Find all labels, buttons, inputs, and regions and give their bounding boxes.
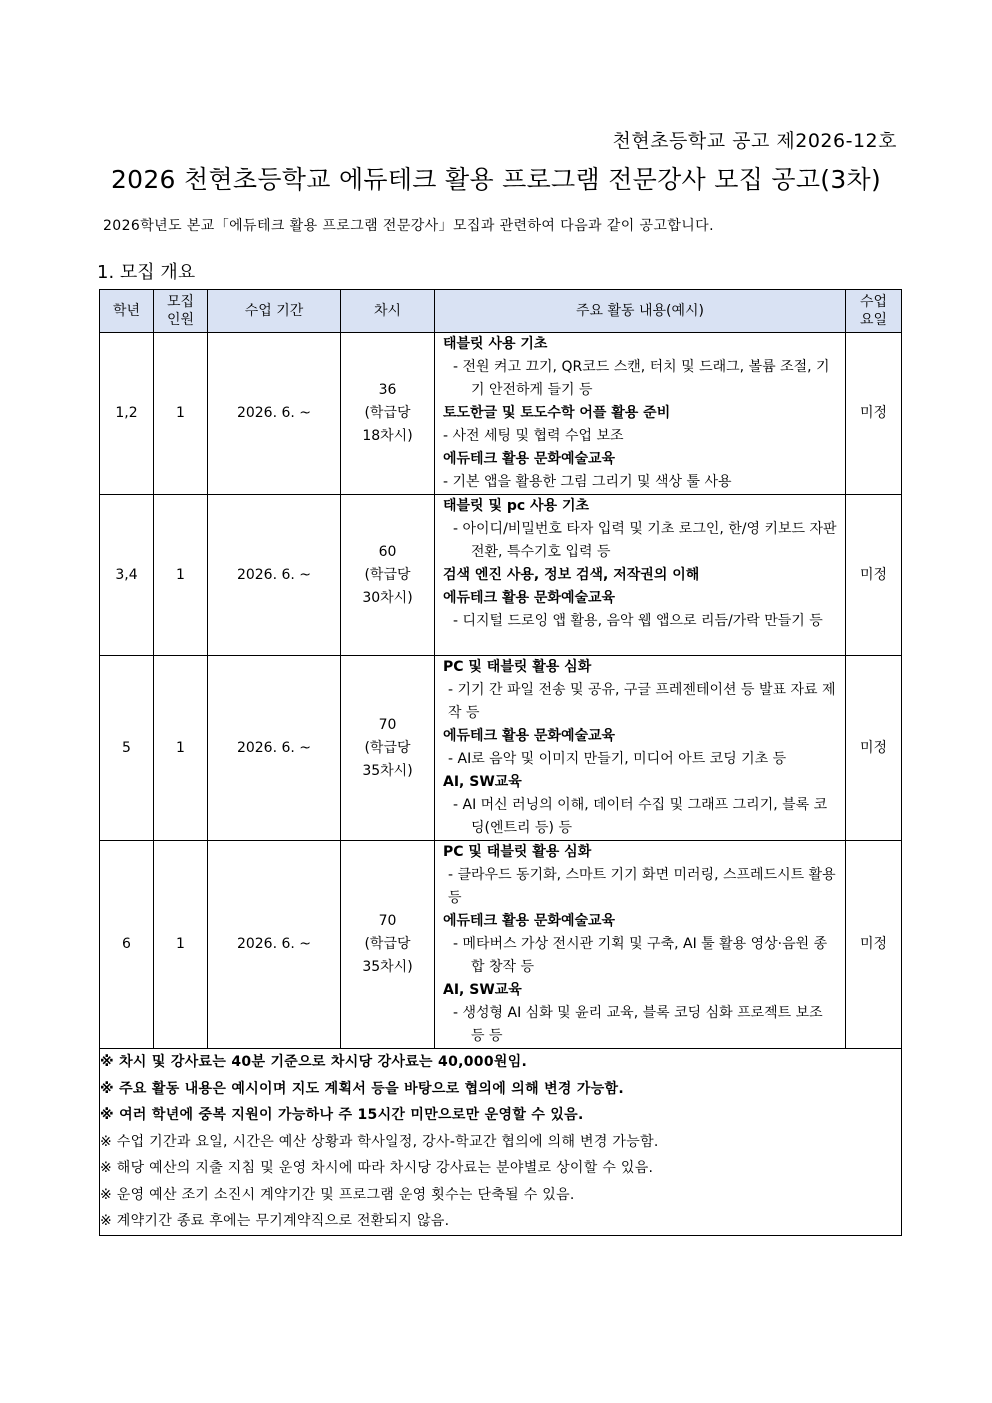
sessions-sessions-l3: 35차시)	[362, 762, 413, 779]
activity-category: 에듀테크 활용 문화예술교육	[443, 913, 616, 929]
sessions-sessions-total: 60	[378, 543, 397, 560]
activity-item: - 생성형 AI 심화 및 윤리 교육, 블록 코딩 심화 프로젝트 보조 등 등	[453, 1005, 823, 1044]
activity-item: - 기기 간 파일 전송 및 공유, 구글 프레젠테이션 등 발표 자료 제작 등	[448, 682, 836, 721]
cell-recruit-count: 1	[154, 841, 208, 1049]
sessions-sessions-total: 70	[378, 913, 397, 929]
notes-cell	[100, 1049, 902, 1236]
activity-category: 에듀테크 활용 문화예술교육	[443, 590, 616, 606]
sessions-sessions-l2: (학급당	[364, 936, 411, 952]
note-item: ※ 계약기간 종료 후에는 무기계약직으로 전환되지 않음.	[100, 1213, 450, 1229]
cell-class-day: 미정	[846, 656, 902, 841]
activity-category: PC 및 태블릿 활용 심화	[443, 844, 592, 860]
cell-period: 2026. 6. ~	[208, 495, 341, 656]
header-period: 수업 기간	[208, 290, 341, 333]
header-day-line2: 요일	[859, 312, 888, 328]
sessions-sessions-total: 36	[378, 382, 397, 398]
activity-item: - 사전 세팅 및 협력 수업 보조	[443, 428, 624, 444]
note-item: ※ 수업 기간과 요일, 시간은 예산 상황과 학사일정, 강사-학교간 협의에 의해 변경 가능함.	[100, 1133, 659, 1150]
activity-category: 토도한글 및 토도수학 어플 활용 준비	[443, 405, 671, 421]
cell-period: 2026. 6. ~	[208, 841, 341, 1049]
header-recruit-count	[154, 290, 208, 333]
activity-item: - 기본 앱을 활용한 그림 그리기 및 색상 툴 사용	[443, 474, 732, 490]
sessions-sessions-l2: (학급당	[364, 566, 411, 583]
cell-grade: 1,2	[100, 333, 154, 495]
note-item: ※ 여러 학년에 중복 지원이 가능하나 주 15시간 미만으로만 운영할 수 있음.	[100, 1107, 584, 1123]
sessions-sessions-l2: (학급당	[364, 405, 411, 421]
sessions-sessions-total: 70	[378, 716, 397, 733]
document-number: 천현초등학교 공고 제2026-12호	[612, 130, 897, 152]
table-row	[100, 495, 902, 656]
note-item: ※ 주요 활동 내용은 예시이며 지도 계획서 등을 바탕으로 협의에 의해 변경 가능함.	[100, 1080, 624, 1097]
cell-sessions	[341, 333, 435, 495]
cell-recruit-count: 1	[154, 495, 208, 656]
notes-row	[100, 1049, 902, 1236]
sessions-sessions-l3: 18차시)	[362, 428, 413, 444]
cell-class-day: 미정	[846, 333, 902, 495]
activity-category: AI, SW교육	[443, 982, 522, 998]
cell-activities	[435, 495, 846, 656]
cell-grade: 3,4	[100, 495, 154, 656]
cell-class-day: 미정	[846, 495, 902, 656]
activity-category: 에듀테크 활용 문화예술교육	[443, 451, 616, 467]
activity-item: - 전원 켜고 끄기, QR코드 스캔, 터치 및 드래그, 볼륨 조절, 기기 안전하게 들기 등	[453, 359, 830, 398]
table-row	[100, 841, 902, 1049]
activity-item: - AI로 음악 및 이미지 만들기, 미디어 아트 코딩 기초 등	[448, 751, 787, 767]
table-row	[100, 656, 902, 841]
cell-grade: 6	[100, 841, 154, 1049]
recruitment-table	[99, 289, 902, 1236]
section-heading: 1. 모집 개요	[97, 262, 196, 283]
cell-period: 2026. 6. ~	[208, 656, 341, 841]
activity-category: PC 및 태블릿 활용 심화	[443, 659, 592, 675]
cell-activities	[435, 656, 846, 841]
header-recruit-line1: 모집	[166, 294, 195, 310]
cell-class-day: 미정	[846, 841, 902, 1049]
activity-item: - 디지털 드로잉 앱 활용, 음악 웹 앱으로 리듬/가락 만들기 등	[453, 613, 823, 629]
cell-sessions	[341, 656, 435, 841]
sessions-sessions-l3: 30차시)	[362, 589, 413, 606]
sessions-sessions-l2: (학급당	[364, 739, 411, 756]
header-recruit-line2: 인원	[166, 312, 195, 328]
intro-text: 2026학년도 본교「에듀테크 활용 프로그램 전문강사」모집과 관련하여 다음과 같이 공고합니다.	[103, 218, 714, 234]
cell-sessions	[341, 495, 435, 656]
note-item: ※ 차시 및 강사료는 40분 기준으로 차시당 강사료는 40,000원임.	[100, 1054, 528, 1070]
table-row	[100, 333, 902, 495]
activity-item: - 메타버스 가상 전시관 기획 및 구축, AI 툴 활용 영상·음원 종합 창작 등	[453, 936, 828, 975]
activity-category: 태블릿 및 pc 사용 기초	[443, 498, 590, 514]
header-grade: 학년	[100, 290, 154, 333]
header-activities: 주요 활동 내용(예시)	[435, 290, 846, 333]
activity-item: - 아이디/비밀번호 타자 입력 및 기초 로그인, 한/영 키보드 자판 전환, 특수기호 입력 등	[453, 521, 837, 560]
table-header-row	[100, 290, 902, 333]
header-sessions: 차시	[341, 290, 435, 333]
activity-item: - 클라우드 동기화, 스마트 기기 화면 미러링, 스프레드시트 활용 등	[448, 867, 836, 906]
note-item: ※ 해당 예산의 지출 지침 및 운영 차시에 따라 차시당 강사료는 분야별로 상이할 수 있음.	[100, 1160, 654, 1176]
cell-recruit-count: 1	[154, 656, 208, 841]
cell-recruit-count: 1	[154, 333, 208, 495]
document-title: 2026 천현초등학교 에듀테크 활용 프로그램 전문강사 모집 공고(3차)	[110, 165, 882, 194]
header-class-day	[846, 290, 902, 333]
cell-period: 2026. 6. ~	[208, 333, 341, 495]
header-day-line1: 수업	[859, 294, 888, 310]
cell-grade: 5	[100, 656, 154, 841]
note-item: ※ 운영 예산 조기 소진시 계약기간 및 프로그램 운영 횟수는 단축될 수 있음.	[100, 1186, 575, 1203]
cell-sessions	[341, 841, 435, 1049]
cell-activities	[435, 841, 846, 1049]
activity-category: AI, SW교육	[443, 774, 522, 790]
activity-category: 검색 엔진 사용, 정보 검색, 저작권의 이해	[443, 567, 700, 583]
activity-item: - AI 머신 러닝의 이해, 데이터 수집 및 그래프 그리기, 블록 코딩(엔트리 등) 등	[453, 797, 828, 836]
activity-category: 태블릿 사용 기초	[443, 336, 548, 352]
cell-activities	[435, 333, 846, 495]
activity-category: 에듀테크 활용 문화예술교육	[443, 728, 616, 744]
sessions-sessions-l3: 35차시)	[362, 959, 413, 975]
